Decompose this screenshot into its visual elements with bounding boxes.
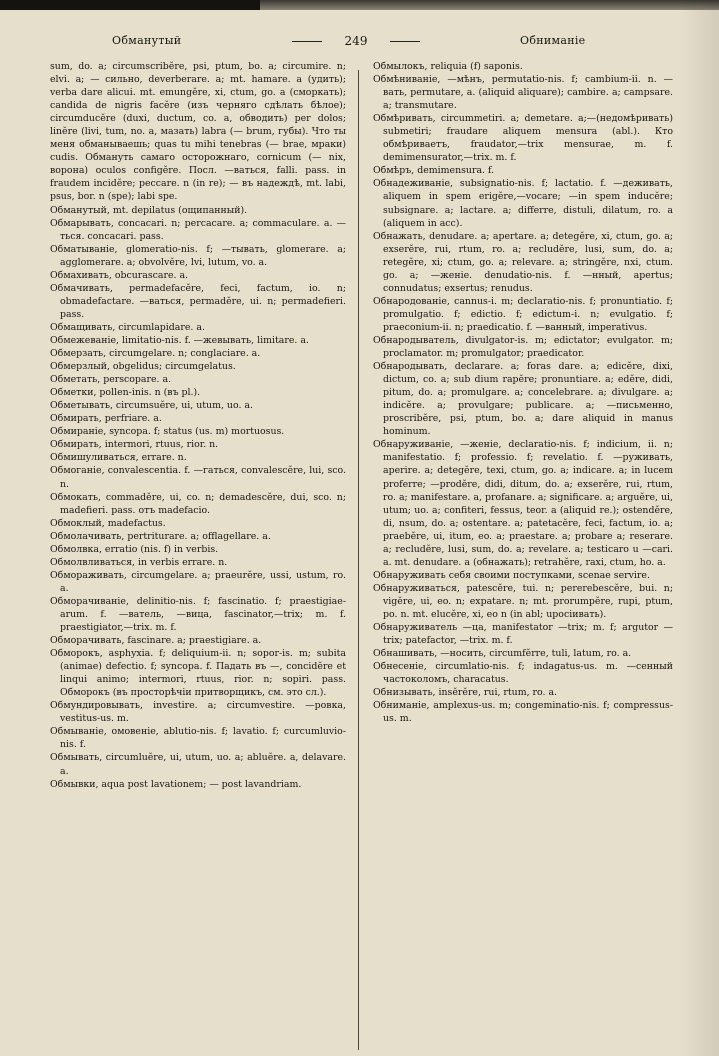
- dictionary-entry: Обмолачивать, pertriturare. a; offlagellare. a.: [50, 530, 271, 542]
- dictionary-entry: Обмерзлый, obgelidus; circumgelatus.: [50, 361, 236, 373]
- dictionary-entry: Обмолвливаться, in verbis errare. n.: [50, 556, 228, 568]
- dictionary-entry: Обмащивать, circumlapidare. a.: [50, 321, 205, 333]
- dictionary-entry: Обмывать, circumluĕre, ui, utum, uo. a; abluĕre. a, delavare. a.: [50, 752, 346, 777]
- dictionary-entry: Обмирать, perfriare. a.: [50, 413, 162, 425]
- dictionary-entry: Обмираніе, syncopa. f; status (us. m) mortuosus.: [50, 426, 285, 438]
- dictionary-entry: Обнаруживатель —ца, manifestator —trix; m. f; argutor —trix; patefactor, —trix. m. f.: [373, 622, 673, 647]
- dictionary-entry: Обнизывать, insĕrĕre, rui, rtum, ro. a.: [373, 687, 558, 699]
- dictionary-entry: Обметки, pollen-inis. n (въ pl.).: [50, 387, 201, 399]
- dictionary-entry: Обнадеживаніе, subsignatio-nis. f; lactatio. f. —деживать, aliquem in spem erigĕre,—vocare; —in spem inducĕre; subsignare. a; lactare. a; differre, distuli, dilatum, ro. a (aliquem in acc).: [373, 178, 673, 229]
- dictionary-entry: Обмораживать, circumgelare. a; praeurĕre, ussi, ustum, ro. a.: [50, 569, 346, 594]
- dictionary-entry: Обмолвка, erratio (nis. f) in verbis.: [50, 543, 219, 555]
- dictionary-entry: Обмишуливаться, errare. n.: [50, 452, 187, 464]
- dictionary-entry: Обморачиваніе, delinitio-nis. f; fascinatio. f; praestigiae-arum. f. —ватель, —вица, fascinator,—trix; m. f. praestigiator,—trix. m. f.: [50, 595, 346, 634]
- left-column: [50, 60, 346, 791]
- dictionary-entry: Обмундировывать, investire. a; circumvestire. —ровка, vestitus-us. m.: [50, 700, 346, 725]
- dictionary-entry: Обнаруживаться, patescĕre, tui. n; pererebescĕre, bui. n; vigĕre, ui, eo. n; expatare. n; mt. prorumpĕre, rupi, ptum, po. n. mt. elucĕre, xi, eo n (in abl; upociивать).: [373, 582, 673, 620]
- dictionary-entry: Обнажать, denudare. a; apertare. a; detegĕre, xi, ctum, go. a; exserĕre, rui, rtum, ro. a; recludĕre, lusi, sum, do. a; retegĕre, xi; ctum, go. a; relevare. a; stringĕre, nxi, ctum. go. a; —женіе. denudatio-nis. f. —нный, apertus; connudatus; exsertus; renudus.: [373, 230, 673, 294]
- dictionary-entry: Обнаруживать себя своими поступками, scenae servire.: [373, 569, 650, 581]
- dictionary-entry: Обманутый, mt. depilatus (ощипанный).: [50, 204, 248, 216]
- header-right-word: Обниманіе: [520, 34, 586, 47]
- dictionary-entry: Обмачивать, permadefacĕre, feci, factum, io. n; obmadefactare. —ваться, permadĕre, ui. n; permadefieri. pass.: [50, 282, 346, 320]
- running-header: [0, 34, 719, 54]
- dictionary-entry: Обморокъ, asphyxia. f; deliquium-ii. n; sopor-is. m; subita (animae) defectio. f; syncopa. f. Падать въ —, concidĕre et linqui animo; intermori, rtuus, rior. n; sopiri. pass. Обморокъ (въ просторѣчіи притворщикъ, см. это сл.).: [50, 648, 346, 699]
- dictionary-entry: Обмокать, commadĕre, ui, co. n; demadescĕre, dui, sco. n; madefieri. pass. отъ madefacio.: [50, 491, 346, 516]
- dictionary-entry: Обмирать, intermori, rtuus, rior. n.: [50, 439, 219, 451]
- dictionary-entry: Обмарывать, concacari. n; percacare. a; commaculare. a. —тьcя. concacari. pass.: [50, 217, 346, 242]
- dictionary-entry: Обмѣниваніе, —мѣнъ, permutatio-nis. f; cambium-ii. n. —вать, permutare, a. (aliquid aliquare); cambire. a; campsare. a; transmutare.: [373, 74, 673, 112]
- top-edge-dark: [0, 0, 260, 10]
- dictionary-entry: Обнародованіе, cannus-i. m; declaratio-nis. f; pronuntiatio. f; promulgatio. f; edictio. f; edictum-i. n; evulgatio. f; praeconium-ii. n; praedicatio. f. —ванный, imperativus.: [373, 295, 673, 333]
- dictionary-entry: Обмѣръ, demimensura. f.: [373, 165, 495, 177]
- dictionary-entry: Обмерзать, circumgelare. n; conglaciare. a.: [50, 348, 261, 360]
- dictionary-entry: Обнародыватель, divulgator-is. m; edictator; evulgator. m; proclamator. m; promulgator; praedicator.: [373, 334, 673, 360]
- dictionary-entry: sum, do. a; circumscribĕre, psi, ptum, bo. a; circumire. n; elvi. a; — сильно, deverberare. a; mt. hamare. a (удить); verba dare alicui. mt. emungĕre, xi, ctum, go. a (сморкать); candida de nigris facĕre (изъ черняго сдѣлать бѣлое); circumducĕre (duxi, ductum, co. a, обводить) per dolos; linĕre (livi, tum, no. a, мазать) labra (— brum, губы). Что ты меня обманываешь; quas tu mihi tenebras (— brae, мраки) cudis. Обмануть самаго осторожнаго, cornicum (— nix, ворона) oculos configĕre. Посл. —ваться, falli. pass. in fraudem incidĕre; peccare. n (in re); — въ надеждѣ, mt. labi, psus, bor. n (spe); labi spe.: [50, 61, 346, 203]
- top-edge-bar: [0, 0, 719, 10]
- dictionary-entry: Обмѣривать, circummetiri. a; demetare. a;—(недомѣривать) submetiri; fraudare aliquem mensura (abl.). Кто обмѣриваетъ, fraudator,—trix mensurae, m. f. demimensurator,—trix. m. f.: [373, 113, 673, 164]
- page-number: 249: [296, 34, 416, 48]
- header-left-word: Обманутый: [112, 34, 182, 47]
- dictionary-entry: Обморачивать, fascinare. a; praestigiare. a.: [50, 635, 262, 647]
- dictionary-entry: Обмылокъ, reliquia (f) saponis.: [373, 61, 523, 72]
- page-shading: [679, 0, 719, 1056]
- dictionary-entry: Обмывки, aqua post lavationem; — post lavandriam.: [50, 778, 302, 790]
- dictionary-entry: Обнародывать, declarare. a; foras dare. a; edicĕre, dixi, dictum, co. a; sub dium rapĕre; pronuntiare. a; edĕre, didi, pitum, do. a; promulgare. a; concelebrare. a; divulgare. a; indicĕre. a; provulgare; publicare. a; —письменно, proscribĕre, psi, ptum, bo. a; dare aliquid in manus hominum.: [373, 361, 673, 438]
- dictionary-entry: Обмываніе, омовеніе, ablutio-nis. f; lavatio. f; curcumluvio-nis. f.: [50, 726, 346, 751]
- dictionary-entry: Обметать, perscopare. a.: [50, 374, 172, 386]
- dictionary-entry: Обматываніе, glomeratio-nis. f; —тывать, glomerare. a; agglomerare. a; obvolvĕre, lvi, lutum, vo. a.: [50, 243, 346, 268]
- dictionary-entry: Обметывать, circumsuĕre, ui, utum, uo. a.: [50, 400, 253, 412]
- dictionary-entry: Обмежеваніе, limitatio-nis. f. —жевывать, limitare. a.: [50, 334, 309, 346]
- dictionary-entry: Обмоганіе, convalescentia. f. —гаться, convalescĕre, lui, sco. n.: [50, 465, 346, 490]
- dictionary-entry: Обнашивать, —носить, circumfĕrre, tuli, latum, ro. a.: [373, 648, 632, 660]
- right-column: [373, 60, 673, 725]
- dictionary-entry: Обниманіе, amplexus-us. m; congeminatio-nis. f; compressus-us. m.: [373, 700, 673, 725]
- dictionary-entry: Обмахивать, obcurascare. a.: [50, 269, 189, 281]
- column-divider: [358, 70, 359, 1050]
- dictionary-entry: Обмоклый, madefactus.: [50, 517, 166, 529]
- dictionary-entry: Обнаруживаніе, —женіе, declaratio-nis. f; indicium, ii. n; manifestatio. f; professio. f; revelatio. f. —руживать, aperire. a; detegĕre, texi, ctum, go. a; indicare. a; in lucem proferre; —prodĕre, didi, ditum, do. a; exserĕre, rui, rtum, ro. a; manifestare. a, profanare. a; significare. a; arguĕre, ui, utum; uo. a; confiteri, fessus, teor. a (aliquid re.); ostendĕre, di, nsum, do. a; ostentare. a; patetacĕre, feci, factum, io. a; praebĕre, ui, itum, eo. a; praestare. a; probare a; reserare. a; recludĕre, lusi, sum, do. a; revelare. a; testicaro u —cari. a. mt. denudare. a (обнажать); retrahĕre, raxi, ctum, ho. a.: [373, 439, 673, 568]
- dictionary-entry: Обнесеніе, circumlatio-nis. f; indagatus-us. m. —сенный частоколомъ, characatus.: [373, 661, 673, 686]
